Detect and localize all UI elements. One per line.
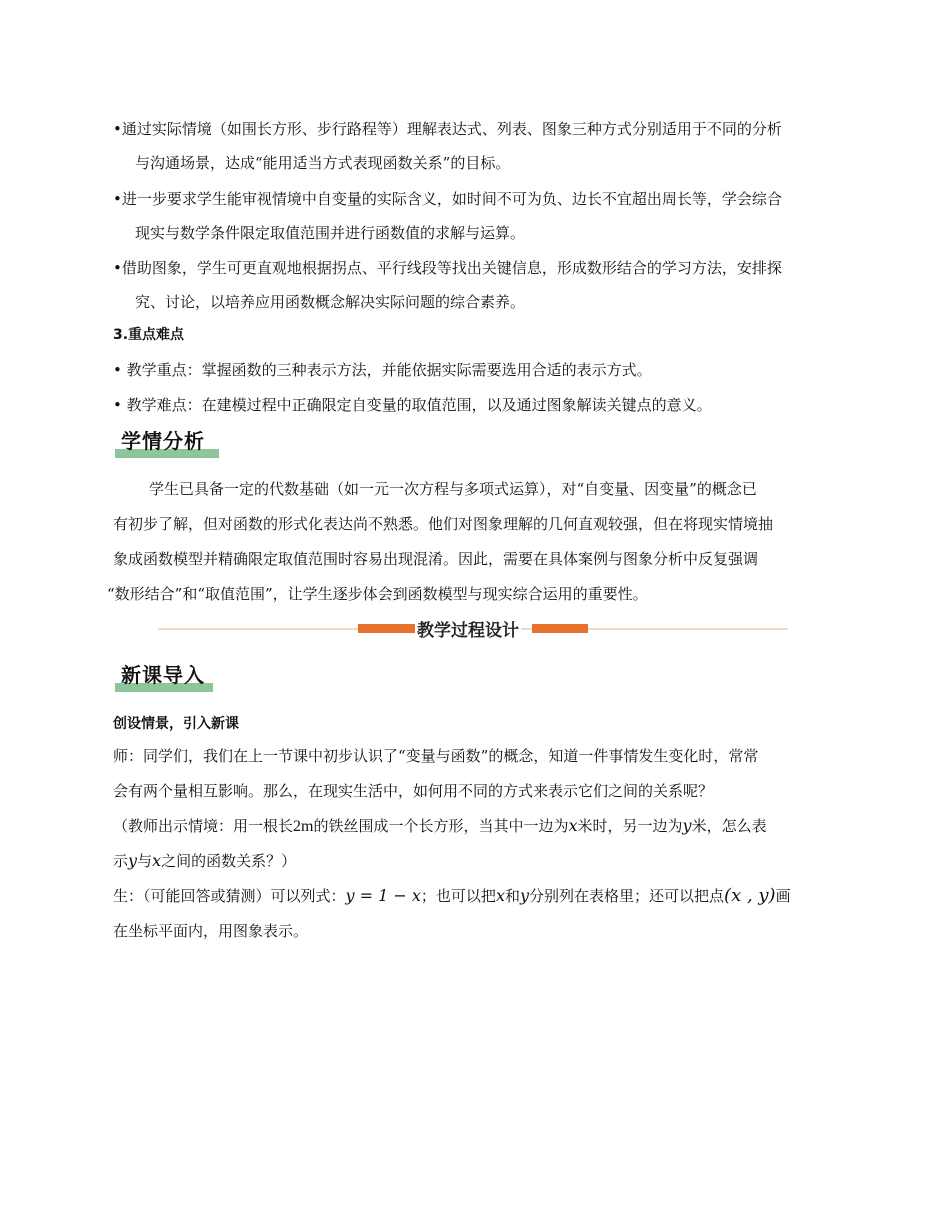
process-divider-title: 教学过程设计 [415, 616, 521, 641]
math-variable: x [495, 886, 505, 905]
math-variable: y [128, 851, 138, 870]
objective-item [113, 118, 843, 170]
scenario-line [113, 850, 296, 871]
key-point-item: • 教学重点：掌握函数的三种表示方法，并能依据实际需要选用合适的表示方式。 [113, 361, 652, 379]
scenario-text: 米时，另一边为 [577, 817, 683, 835]
key-point-item: • 教学难点：在建模过程中正确限定自变量的取值范围，以及通过图象解读关键点的意义。 [113, 396, 712, 414]
learner-analysis-paragraph [107, 478, 843, 608]
scenario-text: 示 [113, 852, 129, 870]
objective-item [113, 188, 843, 240]
objective-item [113, 257, 843, 309]
student-text: 生：（可能回答或猜测）可以列式： [113, 887, 346, 905]
objective-line: •借助图象，学生可更直观地根据拐点、平行线段等找出关键信息，形成数形结合的学习方法，安排探 [113, 259, 782, 277]
math-variable: x [568, 816, 578, 835]
teacher-line: 会有两个量相互影响。那么，在现实生活中，如何用不同的方式来表示它们之间的关系呢？ [113, 782, 714, 800]
math-variable: x [152, 851, 162, 870]
section-title: 3.重点难点 [113, 327, 185, 343]
student-line: 在坐标平面内，用图象表示。 [113, 922, 309, 940]
heading-text: 学情分析 [121, 429, 205, 453]
scenario-line [113, 815, 767, 836]
intro-heading [115, 660, 213, 694]
student-line [113, 885, 791, 906]
math-point: (x , y) [724, 885, 776, 906]
scenario-text: （教师出示情境：用一根长 [113, 817, 294, 835]
student-text: ；也可以把 [420, 887, 496, 905]
student-text: 分别列在表格里；还可以把点 [529, 887, 725, 905]
paragraph-line: 学生已具备一定的代数基础（如一元一次方程与多项式运算），对“自变量、因变量”的概念已 [149, 480, 757, 498]
divider-accent-left [358, 624, 416, 633]
objective-line: •通过实际情境（如围长方形、步行路程等）理解表达式、列表、图象三种方式分别适用于不同的分析 [113, 120, 782, 138]
scenario-text: 与 [137, 852, 153, 870]
math-equation: y = 1 − x [345, 886, 421, 905]
heading-text: 新课导入 [121, 663, 205, 687]
student-text: 和 [504, 887, 520, 905]
objective-line: 现实与数学条件限定取值范围并进行函数值的求解与运算。 [135, 224, 526, 242]
learner-analysis-heading [115, 426, 219, 460]
teacher-line: 师：同学们，我们在上一节课中初步认识了“变量与函数”的概念，知道一件事情发生变化时，常常 [113, 747, 759, 765]
scenario-text: 的铁丝围成一个长方形，当其中一边为 [313, 817, 569, 835]
paragraph-line: 有初步了解，但对函数的形式化表达尚不熟悉。他们对图象理解的几何直观较强，但在将现实情境抽 [113, 515, 774, 533]
intro-subtitle: 创设情景，引入新课 [113, 716, 239, 732]
paragraph-line: 象成函数模型并精确限定取值范围时容易出现混淆。因此，需要在具体案例与图象分析中反复强调 [113, 550, 759, 568]
math-variable: y [519, 886, 530, 905]
divider-accent-right [532, 624, 588, 633]
scenario-text: 之间的函数关系？） [161, 852, 297, 870]
objective-line: 与沟通场景，达成“能用适当方式表现函数关系”的目标。 [135, 154, 511, 172]
paragraph-line: “数形结合”和“取值范围”，让学生逐步体会到函数模型与现实综合运用的重要性。 [107, 585, 648, 603]
objective-line: 究、讨论，以培养应用函数概念解决实际问题的综合素养。 [135, 293, 526, 311]
student-text: 画 [775, 887, 791, 905]
scenario-text: 米，怎么表 [691, 817, 767, 835]
objective-line: •进一步要求学生能审视情境中自变量的实际含义，如时间不可为负、边长不宜超出周长等，学会综合 [113, 190, 782, 208]
intro-dialogue [113, 745, 843, 945]
scenario-text: 2m [293, 818, 314, 835]
math-variable: y [682, 816, 692, 835]
